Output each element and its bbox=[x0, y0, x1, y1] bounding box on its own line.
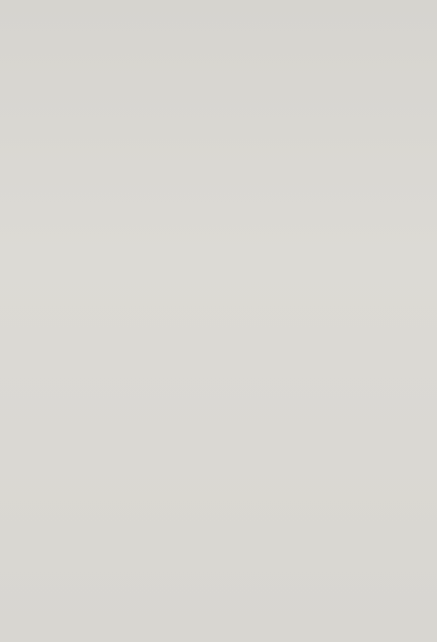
question-stem bbox=[18, 116, 423, 131]
related-link-item bbox=[18, 101, 423, 116]
passage-paragraph bbox=[18, 10, 423, 25]
answer-option bbox=[18, 147, 423, 162]
related-links bbox=[18, 71, 423, 117]
question-stem bbox=[18, 223, 423, 238]
passage-paragraph bbox=[18, 25, 423, 40]
page-footer bbox=[0, 620, 437, 632]
questions bbox=[18, 116, 423, 238]
passage-paragraph bbox=[18, 56, 423, 71]
answer-option bbox=[18, 162, 423, 177]
answer-option bbox=[18, 132, 423, 147]
answer-option bbox=[18, 177, 423, 192]
question-stem bbox=[18, 207, 423, 222]
related-links-heading bbox=[18, 71, 423, 86]
passage-paragraph bbox=[18, 40, 423, 55]
answer-option bbox=[18, 192, 423, 207]
reading-passage bbox=[18, 10, 423, 71]
related-link-item bbox=[18, 86, 423, 101]
